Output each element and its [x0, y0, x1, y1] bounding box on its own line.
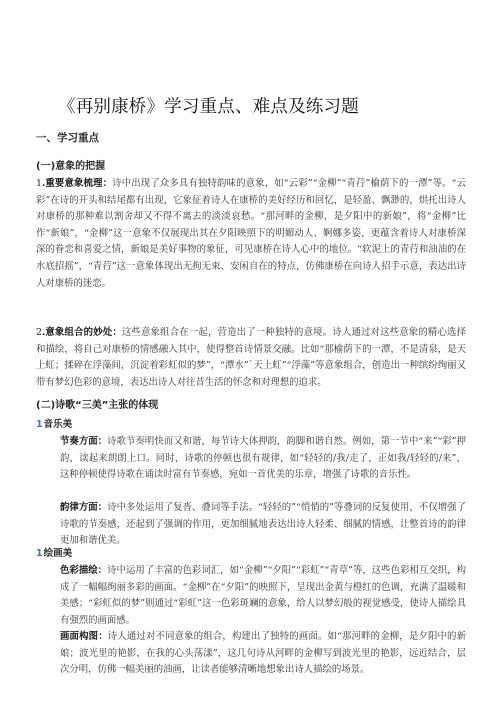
paragraph-number: 1 [36, 178, 42, 189]
marker-number: 1 [36, 548, 43, 559]
paragraph-text: 诗中出现了众多具有独特韵味的意象，如“云彩”“金柳”“青荇”榆荫下的一潭”等。“云彩”在诗的开头和结尾都有出现，它象征着诗人在康桥的美好经历和回忆，是轻盈、飘渺的，烘托出诗人对康桥的那种难以割舍却又不得不离去的淡淡哀愁。“那河畔的金柳，是夕阳中的新娘”，将“金柳”比作“新娘”，“金柳”这一意象不仅展现出其在夕阳映照下的明媚动人、婀娜多姿，更蕴含着诗人对康桥深深的眷恋和喜爱之情，新娘是美好事物的象征，可见康桥在诗人心中的地位。“软泥上的青荇和油油的在水底招摇”，“青荇”这一意象体现出无拘无束、安闲自在的特点，仿佛康桥在向诗人招手示意，表达出诗人对康桥的迷恋。 [36, 178, 466, 289]
paragraph-rhythm [60, 434, 466, 484]
paragraph-lead: 画面构图： [60, 631, 108, 642]
paragraph-text: 诗歌节奏明快而又和谐，每节诗大体押韵，韵脚和谐自然。例如，第一节中“来”“彩”押韵，读起来朗朗上口。同时，诗歌的停顿也很有规律，如“轻轻的/我/走了，正如我/轻轻的/来”，这种停顿使得诗歌在诵读时富有节奏感，宛如一首优美的乐章，增强了诗歌的音乐性。 [60, 436, 466, 481]
paragraph-text: 这些意象组合在一起，营造出了一种独特的意境。诗人通过对这些意象的精心选择和描绘，将自己对康桥的情感融入其中，使得整首诗情景交融。比如“那榆荫下的一潭，不是清泉，是天上虹；揉碎在浮藻间，沉淀着彩虹似的梦”，“潭水”`天上虹”“浮藻”等意象组合，创造出一种缤纷绚丽又带有梦幻色彩的意境，表达出诗人对往昔生活的怀念和对理想的追求。 [36, 327, 466, 388]
section-heading: 一、学习重点 [36, 132, 99, 144]
paragraph-number: 2 [36, 327, 42, 338]
paragraph-composition [60, 629, 466, 679]
paragraph-text: 诗人通过对不同意象的组合，构建出了独特的画面。如“那河畔的金柳，是夕阳中的新娘；波光里的艳影，在我的心头荡漾”，这几句诗从河畔的金柳写到波光里的艳影，远近结合，层次分明，仿佛一幅美丽的油画，让读者能够清晰地想象出诗人描绘的场景。 [60, 631, 466, 676]
subsection-heading: (二)诗歌“三美”主张的体现 [36, 400, 159, 411]
subsection-heading: (一)意象的把握 [36, 161, 106, 172]
paragraph-lead: .重要意象梳理： [41, 178, 113, 189]
paragraph-text: 诗中运用了丰富的色彩词汇，如“金柳”“夕阳”“彩虹”“青草”等，这些色彩相互交织，构成了一幅幅绚丽多彩的画面。“金柳”在“夕阳”的映照下，呈现出金黄与橙红的色调，充满了温暖和美感；“彩虹似的梦”则通过“彩虹”这一色彩斑斓的意象，给人以梦幻般的视觉感受，使诗人描绘具有强烈的画面感。 [60, 565, 466, 626]
paragraph-lead: 节奏方面： [60, 436, 108, 447]
marker-label: 绘画美 [43, 548, 73, 559]
paragraph-rhyme [60, 500, 466, 550]
list-marker-painting [36, 545, 72, 559]
paragraph-lead: 色彩描绘： [60, 565, 108, 576]
paragraph-1 [36, 176, 466, 292]
marker-label: 音乐美 [43, 419, 73, 430]
paragraph-lead: 韵律方面： [60, 502, 108, 513]
paragraph-lead: .意象组合的妙处： [41, 327, 122, 338]
marker-number: 1 [36, 419, 43, 430]
list-marker-music [36, 416, 72, 430]
document-title: 《再别康桥》学习重点、难点及练习题 [58, 97, 359, 117]
paragraph-2 [36, 325, 466, 391]
paragraph-text: 诗中多处运用了复沓、叠词等手法。“轻轻的”“悄悄的”等叠词的反复使用，不仅增强了诗歌的节奏感，还起到了强调的作用，更加细腻地表达出诗人轻柔、细腻的情感，让整首诗的韵律更加和谐优美。 [60, 502, 466, 547]
paragraph-color [60, 563, 466, 629]
